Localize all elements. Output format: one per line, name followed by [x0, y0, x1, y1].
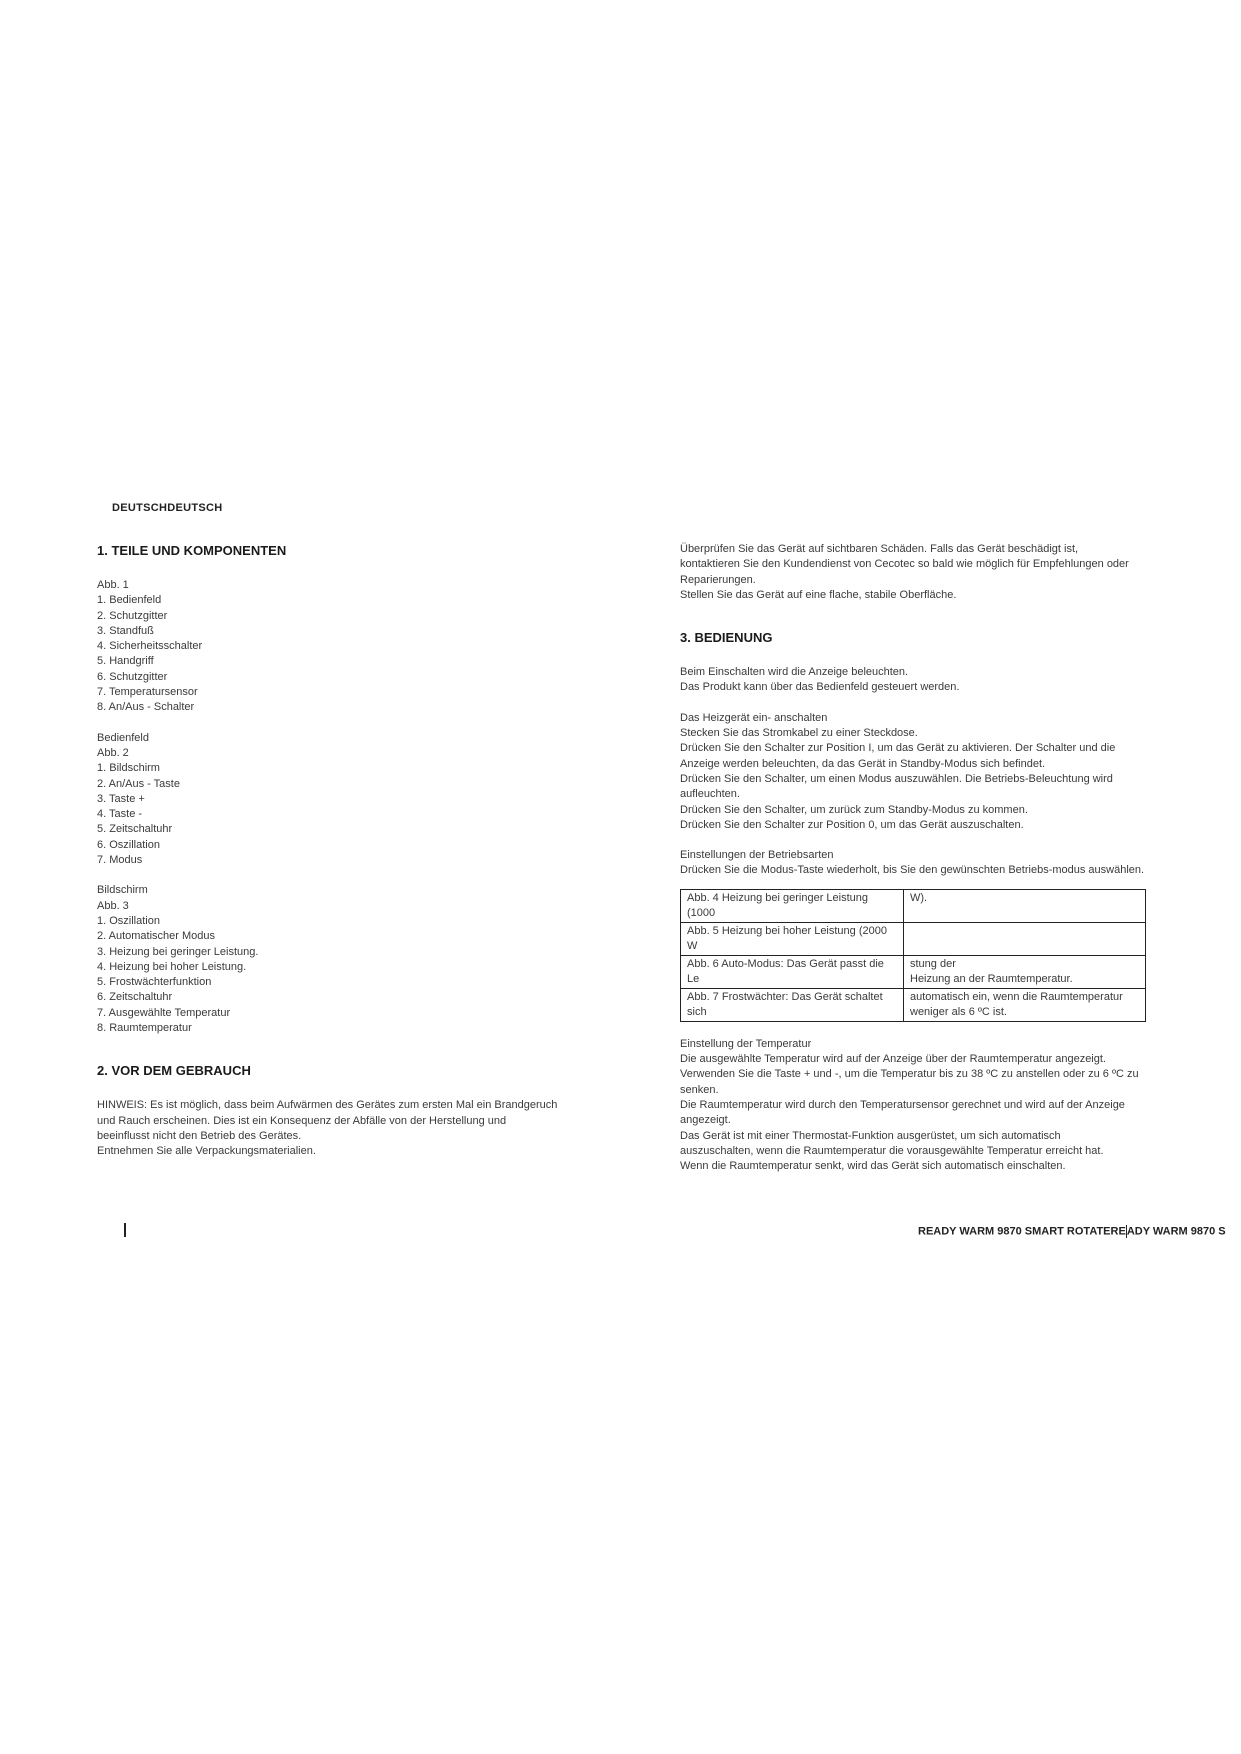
list-item: 1. Bedienfeld — [97, 594, 162, 607]
subheading-temperature: Einstellung der Temperatur — [680, 1037, 812, 1050]
footer-page-marker — [124, 1223, 126, 1237]
text-line: Stellen Sie das Gerät auf eine flache, stabile Oberfläche. — [680, 588, 957, 601]
screen-list — [97, 914, 567, 1036]
subheading-on-off: Das Heizgerät ein- anschalten — [680, 711, 828, 724]
text-line: Drücken Sie den Schalter, um zurück zum Standby-Modus zu kommen. — [680, 803, 1028, 816]
list-item: 8. Raumtemperatur — [97, 1022, 192, 1035]
text-line: Verwenden Sie die Taste + und -, um die Temperatur bis zu 38 ºC zu anstellen oder zu 6 ºC zu — [680, 1068, 1139, 1081]
table-cell: W). — [904, 889, 1146, 922]
text-line: Drücken Sie die Modus-Taste wiederholt, bis Sie den gewünschten Betriebs-modus auswählen. — [680, 864, 1145, 877]
modes-table — [680, 889, 1146, 1022]
subheading-control-panel: Bedienfeld — [97, 731, 149, 744]
figure-label: Abb. 1 — [97, 579, 129, 591]
text-line: Beim Einschalten wird die Anzeige beleuchten. — [680, 666, 909, 679]
text-line: aufleuchten. — [680, 788, 740, 801]
on-off-text — [680, 726, 1150, 833]
list-item: 1. Bildschirm — [97, 762, 160, 775]
list-item: 2. An/Aus - Taste — [97, 777, 180, 790]
text-line: beeinflusst nicht den Betrieb des Gerätes. — [97, 1129, 302, 1142]
list-item: 1. Oszillation — [97, 914, 160, 927]
list-item: 6. Oszillation — [97, 838, 160, 851]
list-item: 5. Handgriff — [97, 655, 154, 668]
parts-list — [97, 593, 567, 715]
list-item: 7. Temperatursensor — [97, 686, 198, 699]
text-line: Das Gerät ist mit einer Thermostat-Funktion ausgerüstet, um sich automatisch — [680, 1129, 1061, 1142]
section-title-parts: 1. TEILE UND KOMPONENTEN — [97, 543, 287, 558]
inspection-text — [680, 542, 1150, 603]
footer-product-part-a: READY WARM 9870 SMART ROTATERE — [918, 1225, 1126, 1238]
text-line: Anzeige werden beleuchten, da das Gerät in Standby-Modus sich befindet. — [680, 757, 1046, 770]
table-cell — [904, 955, 1146, 988]
table-cell-line: Heizung an der Raumtemperatur. — [910, 972, 1073, 985]
subheading-modes: Einstellungen der Betriebsarten — [680, 849, 834, 862]
temperature-text — [680, 1052, 1150, 1174]
text-line: senken. — [680, 1083, 719, 1096]
table-cell-line: stung der — [910, 957, 956, 970]
table-cell — [904, 922, 1146, 955]
section-title-before-use: 2. VOR DEM GEBRAUCH — [97, 1063, 251, 1079]
before-use-text — [97, 1098, 567, 1159]
text-line: Drücken Sie den Schalter zur Position 0, um das Gerät auszuschalten. — [680, 818, 1024, 831]
list-item: 4. Sicherheitsschalter — [97, 640, 203, 653]
list-item: 6. Zeitschaltuhr — [97, 991, 173, 1004]
table-row — [681, 955, 1146, 988]
control-panel-list — [97, 761, 567, 868]
text-line: Reparierungen. — [680, 573, 756, 586]
list-item: 8. An/Aus - Schalter — [97, 701, 195, 714]
table-cell: Abb. 6 Auto-Modus: Das Gerät passt die Le — [681, 955, 904, 988]
footer-product-name — [918, 1225, 1226, 1238]
table-cell: Abb. 5 Heizung bei hoher Leistung (2000 W — [681, 922, 904, 955]
list-item: 4. Taste - — [97, 808, 143, 821]
table-cell — [904, 988, 1146, 1021]
text-line: Entnehmen Sie alle Verpackungsmaterialien. — [97, 1145, 316, 1158]
list-item: 7. Modus — [97, 854, 143, 867]
footer-product-part-b: ADY WARM 9870 S — [1126, 1225, 1226, 1238]
figure-label: Abb. 3 — [97, 899, 129, 912]
right-column — [680, 542, 1150, 1174]
text-line: Drücken Sie den Schalter zur Position I, um das Gerät zu aktivieren. Der Schalter und die — [680, 742, 1116, 755]
text-line: Überprüfen Sie das Gerät auf sichtbaren Schäden. Falls das Gerät beschädigt ist, — [680, 543, 1079, 555]
figure-label: Abb. 2 — [97, 746, 129, 759]
table-cell: Abb. 4 Heizung bei geringer Leistung (1000 — [681, 889, 904, 922]
list-item: 5. Frostwächterfunktion — [97, 976, 212, 989]
list-item: 5. Zeitschaltuhr — [97, 823, 173, 836]
table-row — [681, 889, 1146, 922]
list-item: 4. Heizung bei hoher Leistung. — [97, 960, 247, 973]
list-item: 6. Schutzgitter — [97, 670, 168, 683]
table-cell: Abb. 7 Frostwächter: Das Gerät schaltet sich — [681, 988, 904, 1021]
list-item: 2. Schutzgitter — [97, 609, 168, 622]
text-line: Die Raumtemperatur wird durch den Temperatursensor gerechnet und wird auf der Anzeige — [680, 1098, 1125, 1111]
table-row — [681, 988, 1146, 1021]
list-item: 7. Ausgewählte Temperatur — [97, 1006, 231, 1019]
text-line: angezeigt. — [680, 1114, 731, 1127]
table-cell-line: automatisch ein, wenn die Raumtemperatur — [910, 990, 1123, 1003]
left-column — [97, 542, 567, 1160]
section-title-operation: 3. BEDIENUNG — [680, 630, 773, 646]
table-row — [681, 922, 1146, 955]
text-line: Die ausgewählte Temperatur wird auf der Anzeige über der Raumtemperatur angezeigt. — [680, 1053, 1106, 1066]
text-line: auszuschalten, wenn die Raumtemperatur die vorausgewählte Temperatur erreicht hat. — [680, 1144, 1104, 1157]
table-cell-line: weniger als 6 ºC ist. — [910, 1005, 1007, 1018]
list-item: 3. Standfuß — [97, 624, 154, 637]
text-line: kontaktieren Sie den Kundendienst von Cecotec so bald wie möglich für Empfehlungen oder — [680, 558, 1129, 571]
text-line: Wenn die Raumtemperatur senkt, wird das Gerät sich automatisch einschalten. — [680, 1160, 1066, 1173]
text-line: HINWEIS: Es ist möglich, dass beim Aufwärmen des Gerätes zum ersten Mal ein Brandgeruch — [97, 1099, 558, 1112]
text-line: Drücken Sie den Schalter, um einen Modus auszuwählen. Die Betriebs-Beleuchtung wird — [680, 772, 1113, 785]
list-item: 3. Heizung bei geringer Leistung. — [97, 945, 259, 958]
text-line: und Rauch erscheinen. Dies ist ein Konsequenz der Abfälle von der Herstellung und — [97, 1114, 507, 1127]
list-item: 2. Automatischer Modus — [97, 930, 216, 943]
text-line: Das Produkt kann über das Bedienfeld gesteuert werden. — [680, 681, 960, 694]
text-line: Stecken Sie das Stromkabel zu einer Steckdose. — [680, 727, 918, 740]
subheading-screen: Bildschirm — [97, 884, 148, 897]
language-tag: DEUTSCHDEUTSCH — [112, 502, 223, 514]
list-item: 3. Taste + — [97, 792, 145, 805]
